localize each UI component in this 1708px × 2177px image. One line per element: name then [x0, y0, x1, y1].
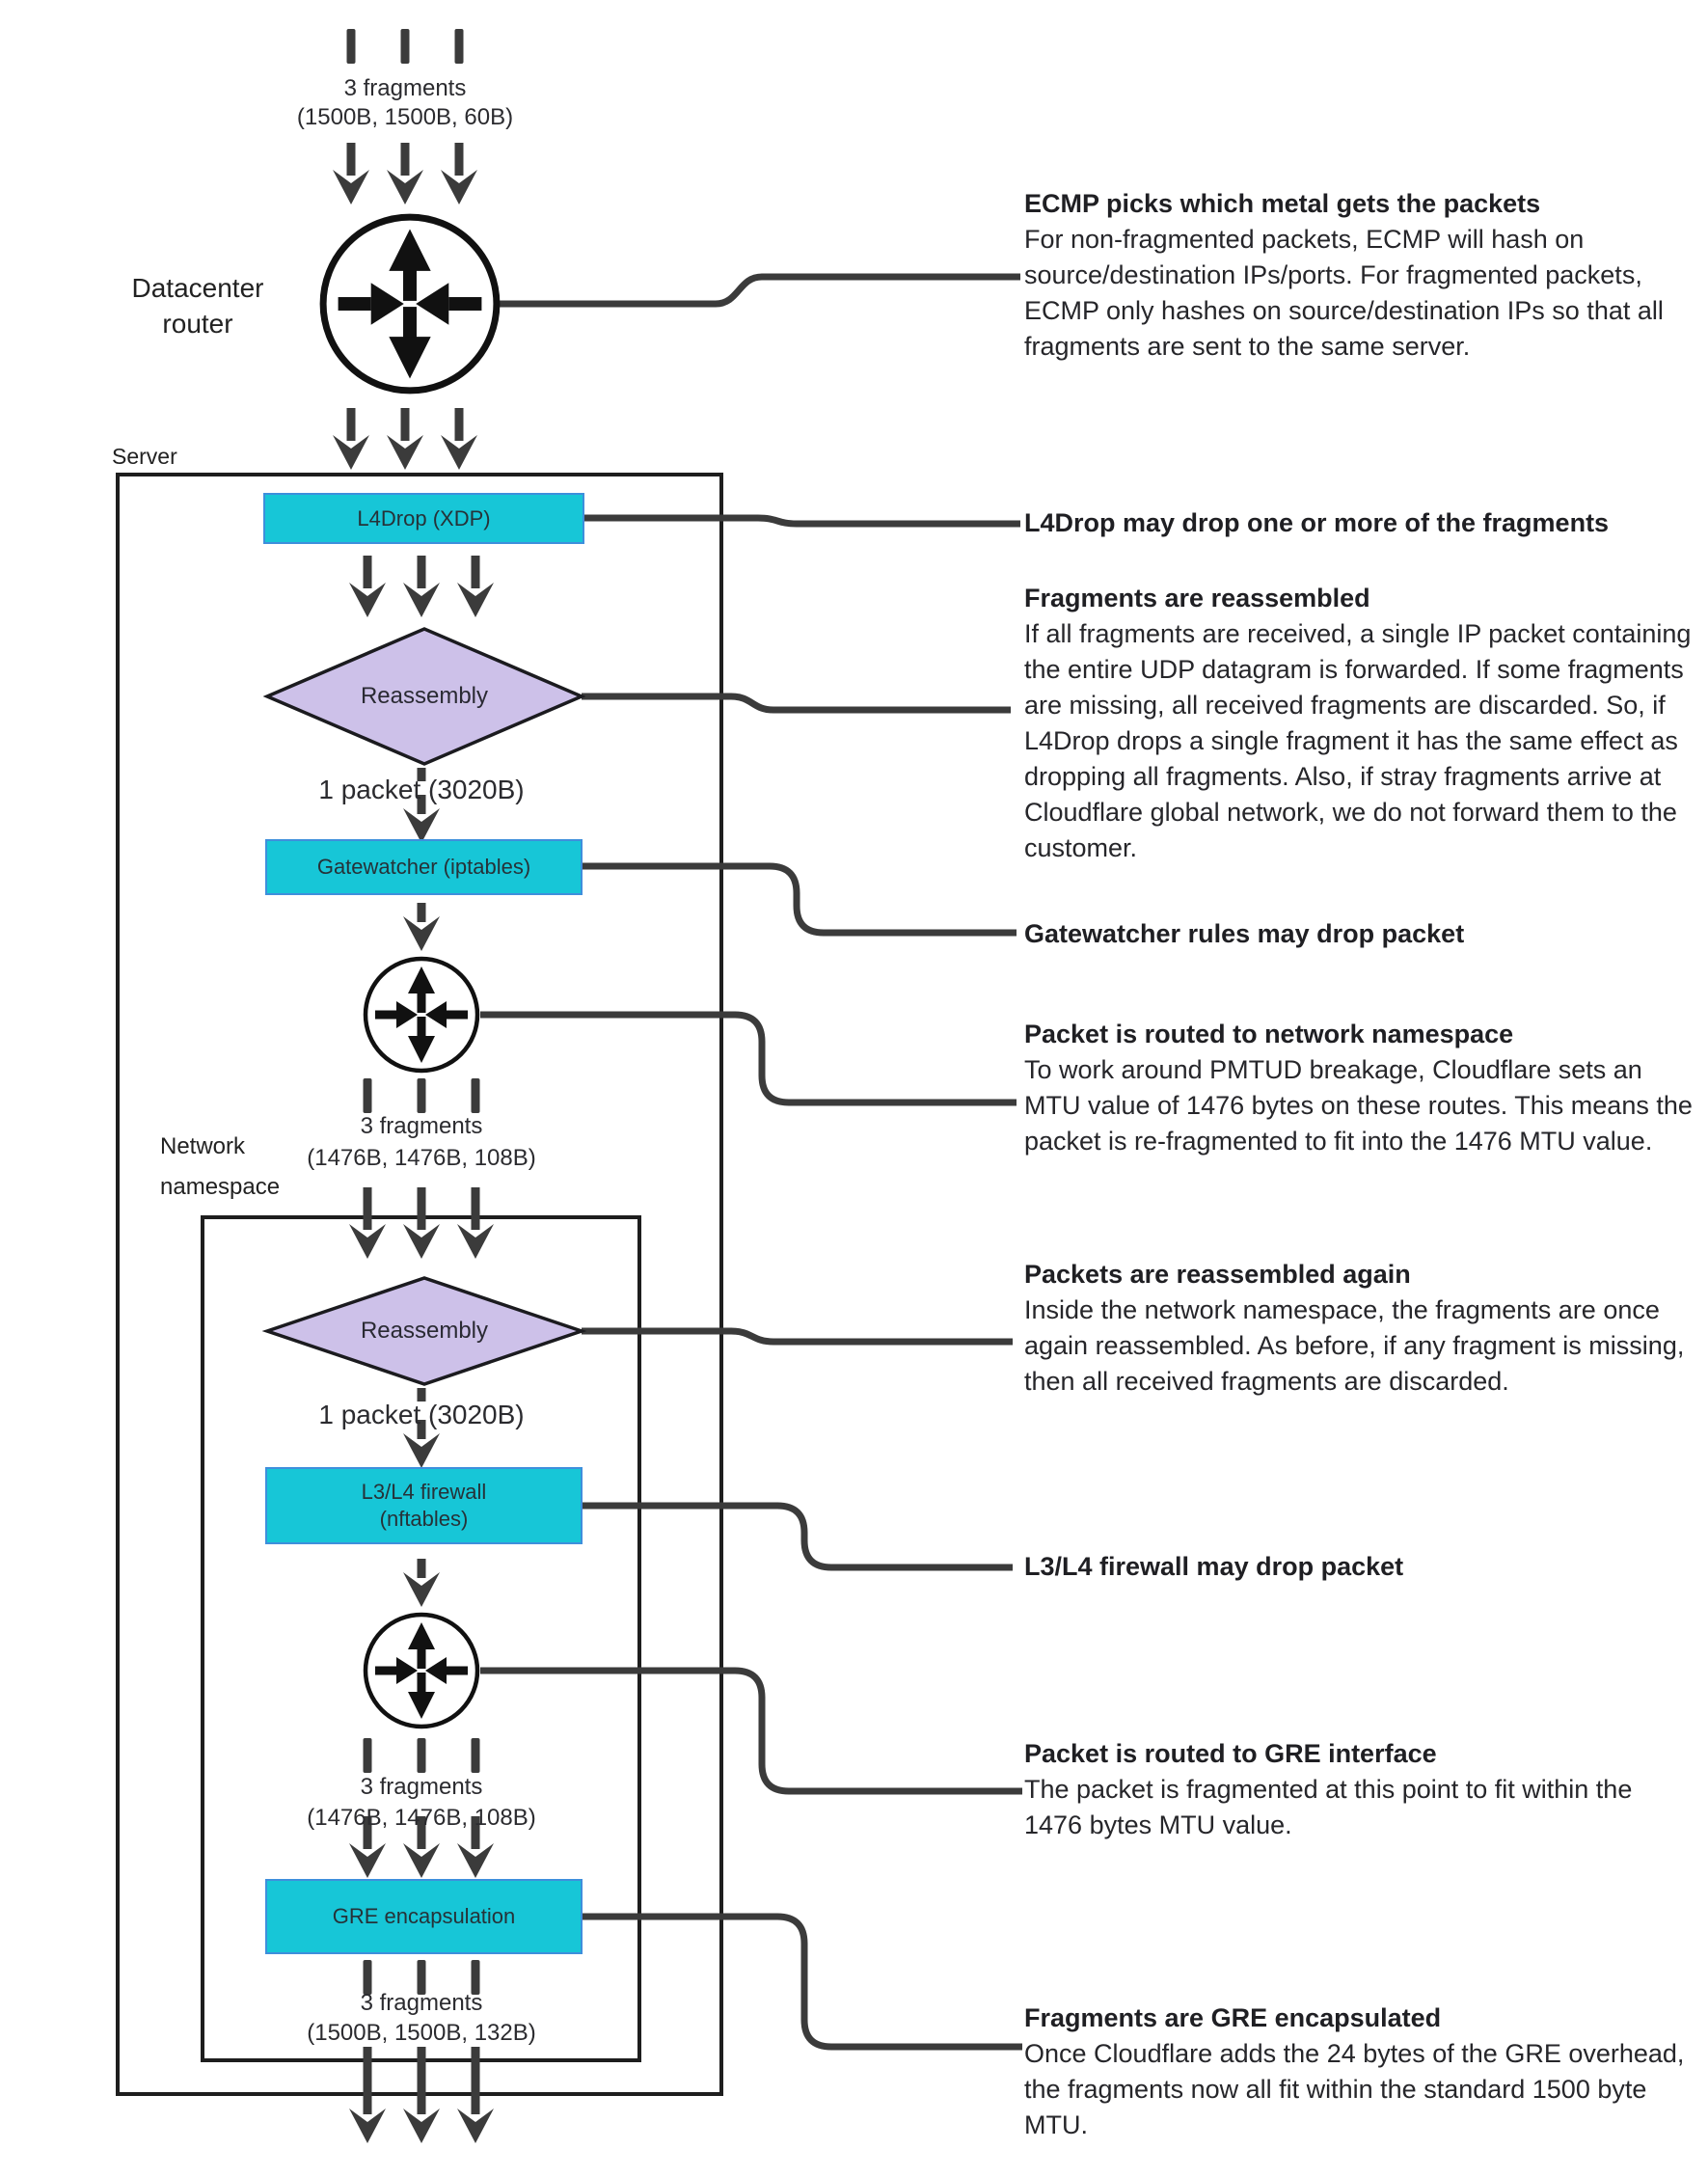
router-icon	[366, 959, 477, 1071]
annotation-reassembled-title: Fragments are reassembled	[1024, 584, 1370, 612]
refrag-fragments-1-count: 3 fragments	[360, 1113, 483, 1139]
annotation-reassembled-again-title: Packets are reassembled again	[1024, 1260, 1411, 1289]
gatewatcher-node	[265, 839, 583, 895]
out-fragments-sizes: (1500B, 1500B, 132B)	[307, 2020, 536, 2046]
annotation-reassembled-body: If all fragments are received, a single IP packet containing the entire UDP datagram is forwarded. If some fragments are missing, all received fragments are discarded. So, if L4Drop drops a single fragment it has the same effect as dropping all fragments. Also, if stray fragments arrive at Cloudflare global network, we do not forward them to the customer.	[1024, 619, 1692, 862]
annotation-gre-route	[1024, 1736, 1694, 1843]
annotation-gre-route-body: The packet is fragmented at this point to fit within the 1476 bytes MTU value.	[1024, 1775, 1633, 1839]
connector-gatewatcher	[583, 866, 1017, 933]
gre-encapsulation-node-label: GRE encapsulation	[332, 1904, 516, 1928]
l3l4-firewall-node-label-2: (nftables)	[379, 1507, 469, 1531]
gatewatcher-node-label: Gatewatcher (iptables)	[316, 855, 531, 879]
connector-ecmp	[500, 277, 1020, 304]
refrag-fragments-2-sizes: (1476B, 1476B, 108B)	[307, 1805, 536, 1831]
fragment-dashes-top	[347, 29, 464, 64]
annotation-gre-route-title: Packet is routed to GRE interface	[1024, 1739, 1437, 1768]
arrow-to-router-3	[403, 1559, 440, 1607]
connector-l4drop	[584, 518, 1020, 524]
reassembly-1-label: Reassembly	[360, 683, 489, 709]
arrows-into-router-1	[333, 143, 477, 204]
annotation-reassembled-again	[1024, 1257, 1694, 1400]
annotation-l4drop	[1024, 505, 1694, 541]
annotation-ecmp-body: For non-fragmented packets, ECMP will hash on source/destination IPs/ports. For fragmented packets, ECMP only hashes on source/destination IPs so that all fragments are sent to the same server.	[1024, 225, 1664, 361]
network-namespace-label: Network namespace	[160, 1133, 281, 1200]
annotation-reassembled-again-body: Inside the network namespace, the fragments are once again reassembled. As before, if any fragment is missing, then all received fragments are discarded.	[1024, 1295, 1685, 1396]
annotation-gatewatcher-title: Gatewatcher rules may drop packet	[1024, 919, 1465, 948]
l4drop-node-label: L4Drop (XDP)	[357, 505, 491, 531]
reassembly-2-label: Reassembly	[360, 1318, 489, 1344]
annotation-reassembled	[1024, 581, 1694, 866]
incoming-fragments-sizes: (1500B, 1500B, 60B)	[296, 104, 514, 130]
fragment-dashes-3	[364, 1738, 480, 1773]
server-label: Server	[112, 444, 177, 469]
arrows-into-server	[333, 408, 477, 470]
annotation-l3l4	[1024, 1549, 1694, 1585]
l3l4-firewall-node	[265, 1467, 583, 1544]
out-fragments-count: 3 fragments	[360, 1990, 483, 2016]
datacenter-router-label: Datacenter router	[131, 273, 264, 339]
gre-encapsulation-node	[265, 1879, 583, 1954]
annotation-gre-encap-title: Fragments are GRE encapsulated	[1024, 2003, 1442, 2032]
router-icon	[366, 1615, 477, 1727]
incoming-fragments-count: 3 fragments	[343, 75, 467, 101]
connector-reassembly-2	[582, 1331, 1013, 1342]
arrows-out-of-server	[349, 2047, 494, 2143]
annotation-ecmp	[1024, 186, 1694, 365]
annotation-gre-encap	[1024, 2000, 1694, 2143]
connector-l3l4	[583, 1506, 1013, 1567]
annotation-ecmp-title: ECMP picks which metal gets the packets	[1024, 189, 1541, 218]
l3l4-firewall-node-label-1: L3/L4 firewall	[361, 1480, 487, 1504]
annotation-netns-route-title: Packet is routed to network namespace	[1024, 1020, 1514, 1048]
annotation-gatewatcher	[1024, 916, 1694, 952]
connector-reassembly-1	[582, 696, 1011, 710]
arrows-into-namespace	[349, 1187, 494, 1259]
annotation-gre-encap-body: Once Cloudflare adds the 24 bytes of the GRE overhead, the fragments now all fit within the standard 1500 byte MTU.	[1024, 2039, 1685, 2139]
arrows-l4drop-to-reassembly	[349, 556, 494, 617]
annotation-l4drop-title: L4Drop may drop one or more of the fragments	[1024, 508, 1610, 537]
router-icon	[323, 217, 497, 391]
l4drop-node	[263, 493, 584, 544]
arrow-to-router-2	[403, 903, 440, 951]
refrag-fragments-1-sizes: (1476B, 1476B, 108B)	[307, 1145, 536, 1171]
refrag-fragments-2-count: 3 fragments	[360, 1774, 483, 1800]
packet-1-label: 1 packet (3020B)	[318, 775, 525, 804]
annotation-netns-route	[1024, 1017, 1694, 1159]
annotation-l3l4-title: L3/L4 firewall may drop packet	[1024, 1552, 1404, 1581]
connector-gre	[583, 1917, 1022, 2047]
packet-2-label: 1 packet (3020B)	[318, 1400, 525, 1429]
annotation-netns-route-body: To work around PMTUD breakage, Cloudflare sets an MTU value of 1476 bytes on these routes. This means the packet is re-fragmented to fit into the 1476 MTU value.	[1024, 1055, 1693, 1156]
fragment-dashes-2	[364, 1078, 480, 1113]
connector-router-2	[480, 1015, 1017, 1102]
